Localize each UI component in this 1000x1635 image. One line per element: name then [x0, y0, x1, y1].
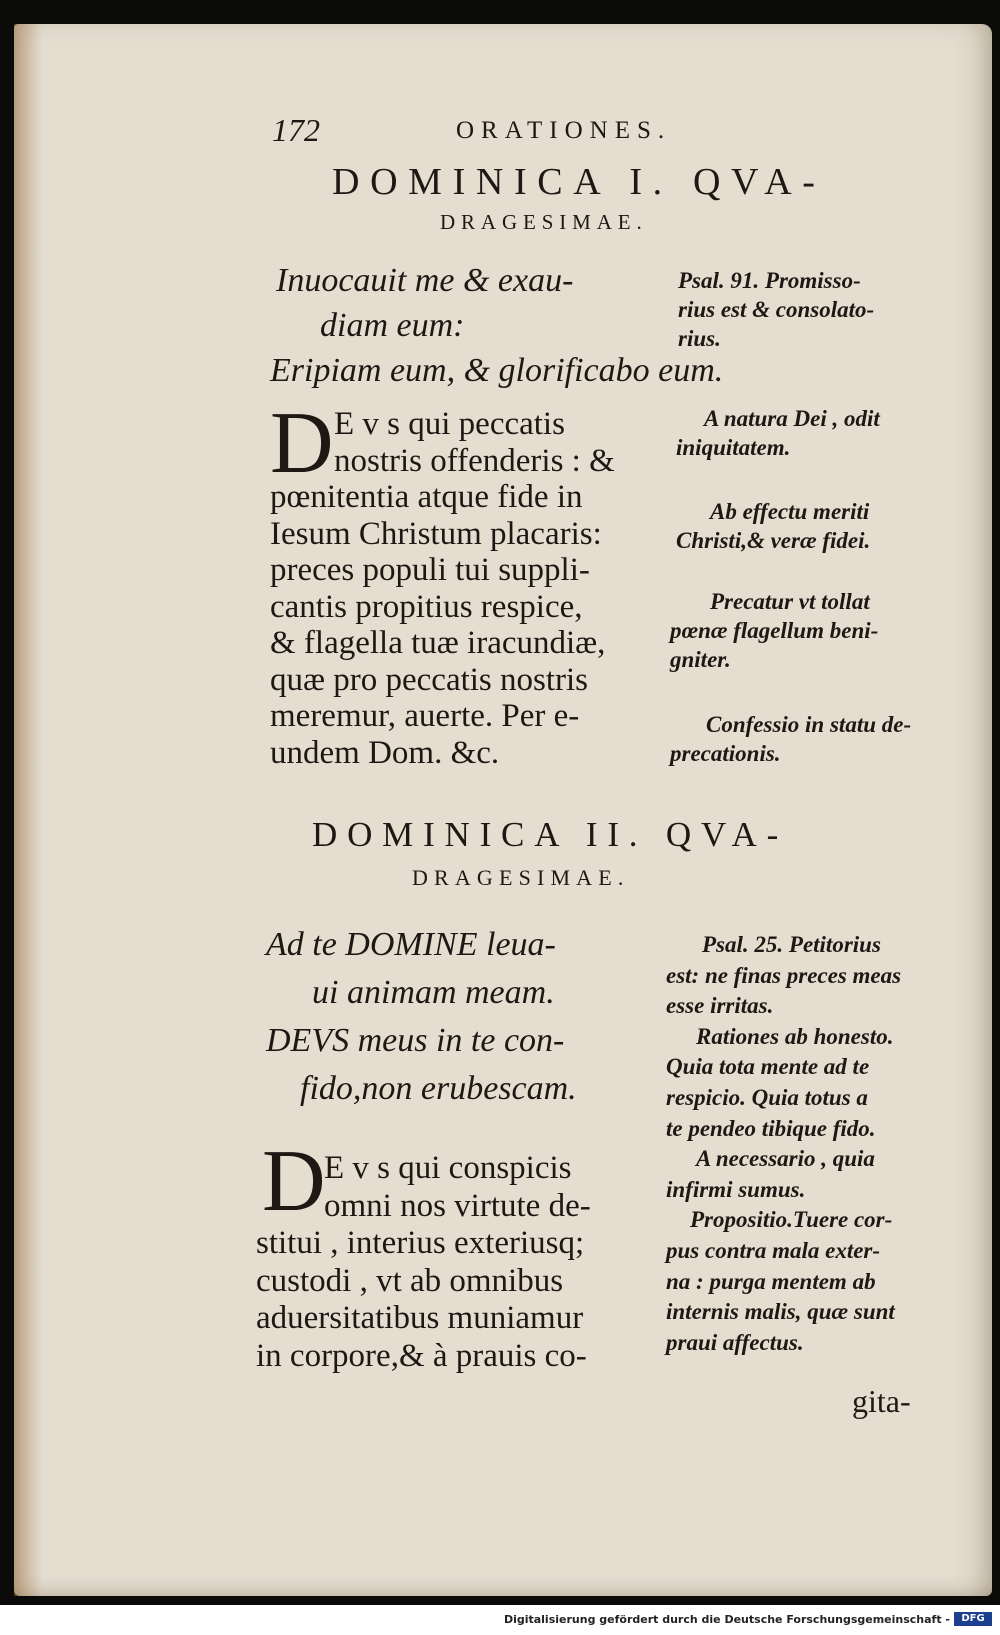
- note-line: pœnæ flagellum beni-: [670, 618, 879, 643]
- note-line: pus contra mala exter-: [666, 1237, 881, 1263]
- prayer-line: stitui , interius exteriusq;: [256, 1225, 585, 1261]
- prayer-line: quæ pro peccatis nostris: [270, 661, 589, 698]
- note-line: internis malis, quæ sunt: [666, 1299, 895, 1325]
- prayer-line: aduersitatibus muniamur: [256, 1300, 584, 1336]
- section2-introit-line1: Ad te DOMINE leua-: [266, 926, 556, 963]
- note-line: Psal. 25. Petitorius: [702, 932, 881, 957]
- note-line: Precatur vt tollat: [710, 589, 870, 614]
- section2-dropcap: D: [262, 1133, 326, 1230]
- note-line: A necessario , quia: [696, 1146, 875, 1172]
- section1-title-line2: DRAGESIMAE.: [440, 210, 648, 234]
- note-line: Psal. 91. Promisso-: [678, 268, 861, 293]
- section1-note-1: [678, 266, 874, 353]
- catchword: gita-: [852, 1383, 911, 1419]
- section1-note-4: [670, 587, 878, 674]
- note-line: respicio. Quia totus a: [666, 1084, 868, 1110]
- section2-notes: [666, 930, 901, 1358]
- note-line: te pendeo tibique fido.: [666, 1115, 876, 1141]
- note-line: infirmi sumus.: [666, 1176, 806, 1202]
- note-line: esse irritas.: [666, 993, 774, 1019]
- running-title: ORATIONES.: [456, 117, 672, 144]
- section1-introit-line3: Eripiam eum, & glorificabo eum.: [270, 352, 724, 389]
- dfg-logo-icon: DFG: [954, 1612, 992, 1626]
- section1-note-3: [676, 497, 870, 555]
- section2-title-line2: DRAGESIMAE.: [412, 865, 630, 890]
- prayer-line: meremur, auerte. Per e-: [270, 698, 580, 734]
- section2-introit-line3: DEVS meus in te con-: [266, 1022, 565, 1059]
- prayer-line: pœnitentia atque fide in: [270, 479, 583, 515]
- section2-prayer: [256, 1150, 591, 1375]
- prayer-line: & flagella tuæ iracundiæ,: [270, 625, 606, 661]
- section2-introit-line2: ui animam meam.: [312, 974, 555, 1011]
- note-line: Quia tota mente ad te: [666, 1054, 870, 1080]
- note-line: gniter.: [670, 647, 731, 672]
- section1-introit-line1: Inuocauit me & exau-: [276, 262, 574, 299]
- prayer-line: Iesum Christum placaris:: [270, 515, 602, 552]
- note-line: est: ne finas preces meas: [666, 962, 902, 988]
- section1-note-2: [676, 404, 880, 462]
- note-line: rius est & consolato-: [678, 297, 875, 322]
- note-line: rius.: [678, 326, 721, 351]
- prayer-line: E v s qui peccatis: [334, 406, 565, 442]
- prayer-line: E v s qui conspicis: [324, 1150, 572, 1186]
- section2-title-line1: DOMINICA II. QVA-: [312, 815, 789, 854]
- note-line: precationis.: [670, 741, 781, 766]
- note-line: Rationes ab honesto.: [696, 1023, 894, 1049]
- prayer-line: undem Dom. &c.: [270, 734, 500, 771]
- note-line: Christi,& veræ fidei.: [676, 528, 871, 553]
- footer-bar: [0, 1605, 1000, 1635]
- section2-introit-line4: fido,non erubescam.: [300, 1070, 577, 1107]
- section1-note-5: [670, 710, 911, 768]
- note-line: na : purga mentem ab: [666, 1268, 876, 1294]
- page-number: 172: [272, 112, 320, 148]
- prayer-line: preces populi tui suppli-: [270, 552, 590, 588]
- section1-introit-line2: diam eum:: [320, 307, 465, 344]
- prayer-line: custodi , vt ab omnibus: [256, 1262, 564, 1299]
- digitization-credit: Digitalisierung gefördert durch die Deutsche Forschungsgemeinschaft -: [503, 1613, 950, 1626]
- page-edge-shadow: [14, 24, 42, 1596]
- note-line: praui affectus.: [666, 1329, 804, 1355]
- prayer-line: in corpore,& à prauis co-: [256, 1337, 587, 1374]
- prayer-line: cantis propitius respice,: [270, 588, 583, 625]
- note-line: iniquitatem.: [676, 435, 791, 460]
- note-line: A natura Dei , odit: [704, 406, 880, 431]
- prayer-line: omni nos virtute de-: [324, 1187, 591, 1224]
- note-line: Confessio in statu de-: [706, 712, 912, 737]
- prayer-line: nostris offenderis : &: [334, 442, 615, 479]
- section1-prayer: [270, 406, 615, 771]
- note-line: Propositio.Tuere cor-: [690, 1207, 893, 1233]
- section1-dropcap: D: [270, 395, 334, 492]
- section1-title-line1: DOMINICA I. QVA-: [332, 161, 826, 203]
- note-line: Ab effectu meriti: [710, 499, 870, 524]
